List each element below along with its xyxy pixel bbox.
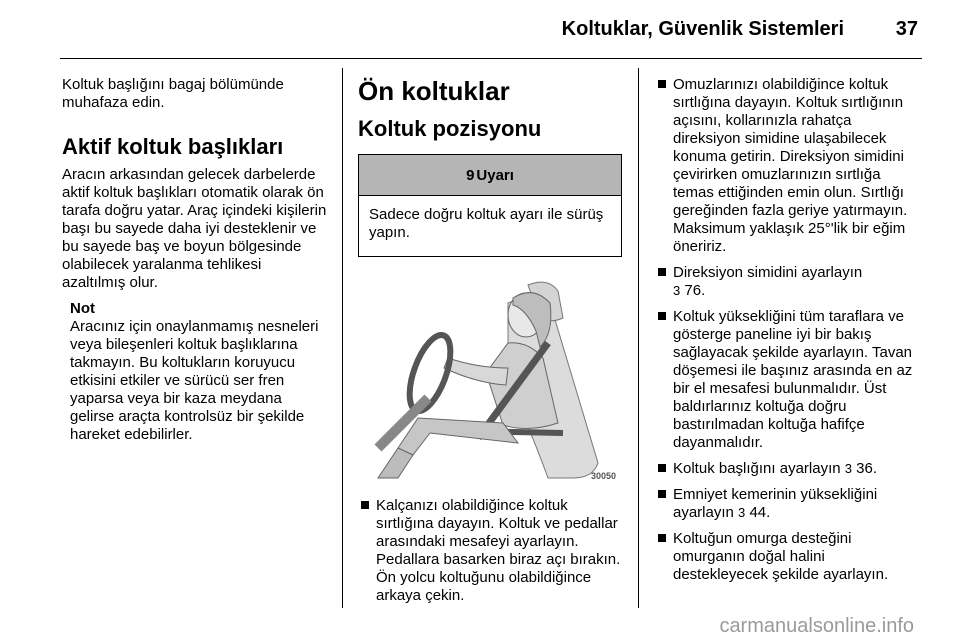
figure-code: 30050 [590,471,616,481]
column-divider-2 [638,68,639,608]
bullet-icon [658,534,666,542]
page-ref[interactable]: 76. [684,282,706,299]
list-item [655,460,923,478]
list-item-text: Koltuğun omurga desteğini omurganın doğal halini destekleyecek şekilde ayarlayın. [673,530,889,583]
warning-icon: 9 [466,166,475,184]
list-item [655,486,923,522]
note-text: Aracınız için onaylanmamış nesneleri veya bileşenleri koltuk başlıklarına takmayın. Bu koltukların koruyucu etkisini etkiler ve sürücü ser fren yaparsa veya bir kaza meydana gelirse araçta kontrolsüz bir şekilde hareket edebilirler. [70,318,319,443]
header-rule [60,58,922,59]
intro-text: Koltuk başlığını bagaj bölümünde muhafaza edin. [62,76,284,111]
list-item [655,308,923,452]
subheading-seat-position: Koltuk pozisyonu [358,116,542,141]
column-1 [62,76,328,444]
warning-title: Uyarı [476,166,514,184]
list-item-text: Koltuk başlığını ayarlayın [673,460,841,477]
bullet-icon [658,490,666,498]
list-item-text: Koltuk yüksekliğini tüm taraflara ve gösterge paneline iyi bir bakış sağlayacak şekilde ayarlayın. Tavan döşemesi ile başınız arasında en az bir el mesafesi bulunmalıdır. Üst baldırlarınız koltuğa doğru bastırılmadan koltuğa hafifçe dayanmalıdır. [673,308,913,451]
list-item-text: Omuzlarınızı olabildiğince koltuk sırtlığına dayayın. Koltuk sırtlığının açısını, kollarınızla rahatça direksiyon simidine ulaşabilecek konuma getirin. Direksiyon simidini çevirirken omuzlarınızın sırtlığa temas ettiğinden emin olun. Sırtlığı gereğinden fazla geriye yatırmayın. Maksimum yaklaşık 25°'lik bir eğim öneririz. [673,76,908,255]
bullet-icon [658,464,666,472]
list-item-text: Kalçanızı olabildiğince koltuk sırtlığına dayayın. Koltuk ve pedallar arasındaki mesafeyi ayarlayın. Pedallara basarken biraz açı bırakın. Ön yolcu koltuğunu olabildiğince arkaya çekin. [376,497,621,604]
section-heading-front-seats: Ön koltuklar [358,76,510,106]
column-divider-1 [342,68,343,608]
bullet-icon [658,268,666,276]
page-ref-icon: 3 [673,283,681,298]
watermark: carmanualsonline.info [719,615,914,637]
page-ref[interactable]: 36. [856,460,878,477]
seat-position-figure [358,273,620,483]
page-ref-icon: 3 [738,505,746,520]
active-headrests-text: Aracın arkasından gelecek darbelerde aktif koltuk başlıkları otomatik olarak ön tarafa doğru yatar. Araç içindeki kişilerin başı bu sayede daha iyi desteklenir ve bu sayede baş ve boyun bölgesinde olabilecek yaralanma tehlikesi azaltılmış olur. [62,166,327,291]
bullet-icon [658,80,666,88]
column-2 [358,76,623,605]
list-item [358,497,623,605]
page-ref-icon: 3 [844,461,852,476]
list-item-text: Direksiyon simidini ayarlayın [673,264,863,281]
warning-header [359,155,621,196]
bullet-icon [361,501,369,509]
warning-text: Sadece doğru koltuk ayarı ile sürüş yapın. [369,206,604,241]
header-title: Koltuklar, Güvenlik Sistemleri [561,18,844,40]
page-number: 37 [895,18,918,40]
page-ref[interactable]: 44. [749,504,771,521]
bullet-list-col2 [358,497,623,605]
note-block [70,300,328,444]
column-3 [655,76,923,584]
list-item [655,530,923,584]
list-item [655,264,923,300]
driver-seat-illustration [358,273,620,483]
note-title: Not [70,300,95,317]
bullet-list-col3 [655,76,923,584]
bullet-icon [658,312,666,320]
list-item [655,76,923,256]
warning-box [358,154,622,257]
section-heading-active-headrests: Aktif koltuk başlıkları [62,134,284,159]
list-item-text: Emniyet kemerinin yüksekliğini ayarlayın [673,486,878,521]
